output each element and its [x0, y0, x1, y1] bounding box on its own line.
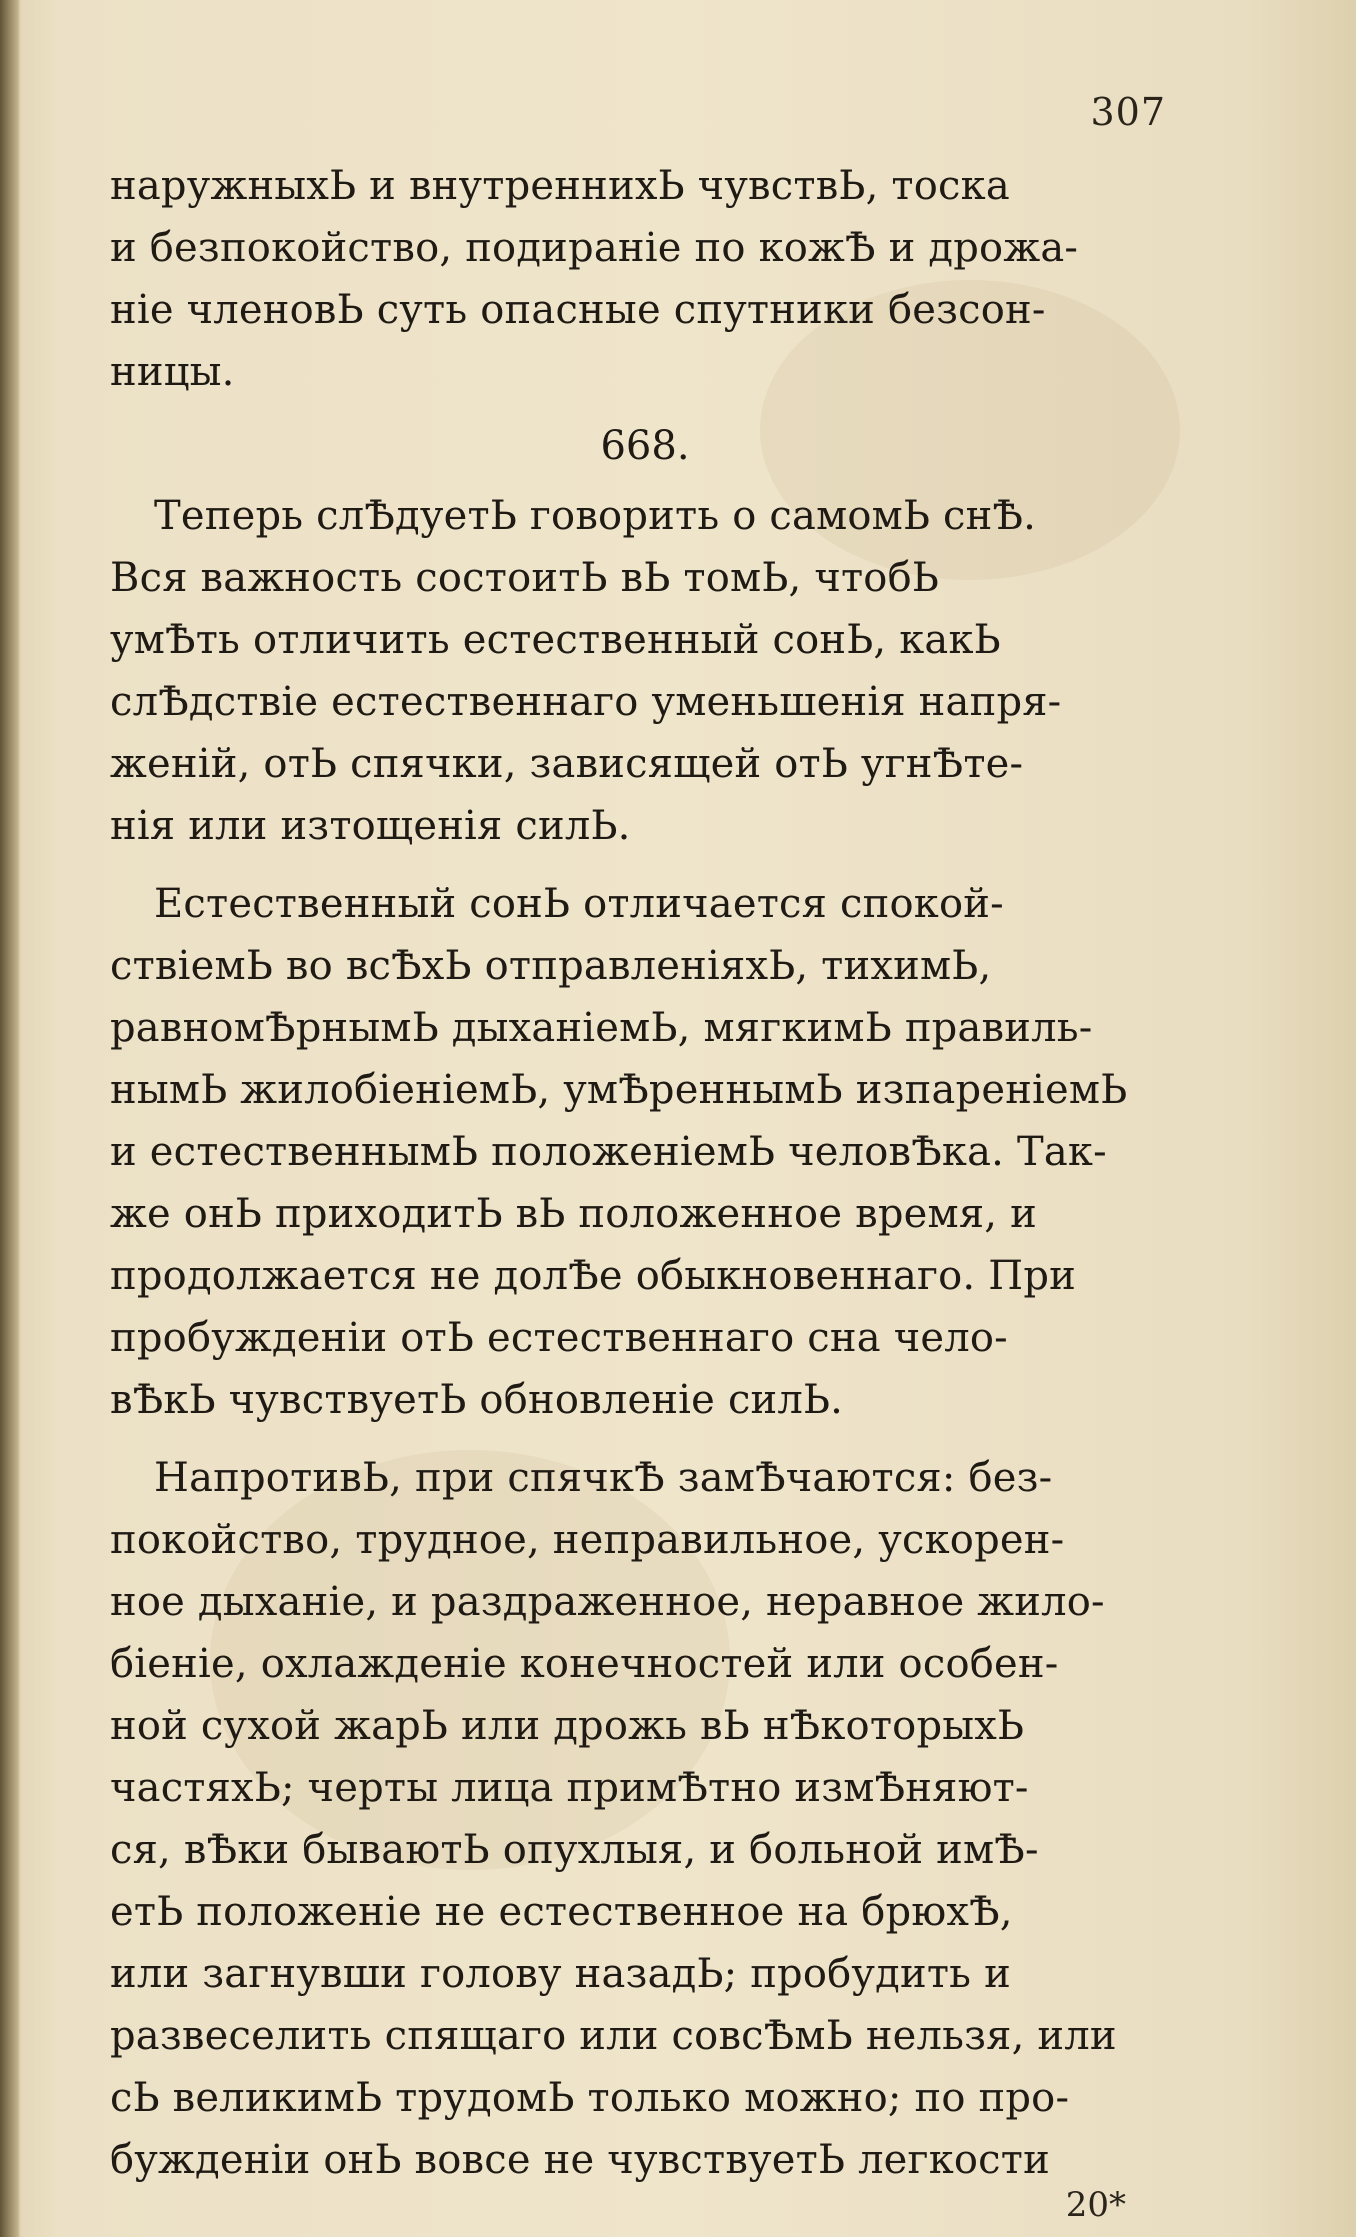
text-line: вѢкЬ чувствуетЬ обновленіе силЬ. [110, 1377, 844, 1423]
page-text [110, 155, 1180, 2191]
text-line: ся, вѢки бываютЬ опухлыя, и больной имѢ- [110, 1827, 1039, 1873]
paragraph-gap [110, 1431, 1180, 1447]
paragraph-gap [110, 857, 1180, 873]
text-line: етЬ положеніе не естественное на брюхѢ, [110, 1889, 1013, 1935]
text-line: же онЬ приходитЬ вЬ положенное время, и [110, 1191, 1037, 1237]
text-line: ствіемЬ во всѢхЬ отправленіяхЬ, тихимЬ, [110, 943, 992, 989]
text-line: равномѢрнымЬ дыханіемЬ, мягкимЬ правиль- [110, 1005, 1093, 1051]
text-line: слѢдствіе естественнаго уменьшенія напря- [110, 679, 1062, 725]
text-line: и естественнымЬ положеніемЬ человѢка. Так- [110, 1129, 1107, 1175]
text-line: ной сухой жарЬ или дрожь вЬ нѢкоторыхЬ [110, 1703, 1025, 1749]
text-line: сЬ великимЬ трудомЬ только можно; по про- [110, 2075, 1070, 2121]
text-line: наружныхЬ и внутреннихЬ чувствЬ, тоска [110, 163, 1010, 209]
text-line: пробужденіи отЬ естественнаго сна чело- [110, 1315, 1008, 1361]
text-line: Теперь слѢдуетЬ говорить о самомЬ снѢ. [154, 493, 1037, 539]
text-line: НапротивЬ, при спячкѢ замѢчаются: без- [154, 1455, 1053, 1501]
text-line: нымЬ жилобіеніемЬ, умѢреннымЬ изпареніемЬ [110, 1067, 1128, 1113]
text-line: и безпокойство, подираніе по кожѢ и дрожа- [110, 225, 1079, 271]
text-line: женій, отЬ спячки, зависящей отЬ угнѢте- [110, 741, 1024, 787]
printer-signature-mark: 20* [1065, 2185, 1126, 2225]
text-line: ніе членовЬ суть опасные спутники безсон- [110, 287, 1046, 333]
text-line: Вся важность состоитЬ вЬ томЬ, чтобЬ [110, 555, 940, 601]
text-line: частяхЬ; черты лица примѢтно измѢняют- [110, 1765, 1029, 1811]
text-line: покойство, трудное, неправильное, ускорен- [110, 1517, 1065, 1563]
text-line: Естественный сонЬ отличается спокой- [154, 881, 1004, 927]
text-line: ное дыханіе, и раздраженное, неравное жило- [110, 1579, 1105, 1625]
book-spine-shadow [0, 0, 20, 2237]
text-line: развеселить спящаго или совсѢмЬ нельзя, или [110, 2013, 1117, 2059]
text-line: біеніе, охлажденіе конечностей или особен- [110, 1641, 1059, 1687]
section-number: 668. [600, 423, 690, 469]
text-line: умѢть отличить естественный сонЬ, какЬ [110, 617, 1001, 663]
text-line: ницы. [110, 349, 235, 395]
text-line: бужденіи онЬ вовсе не чувствуетЬ легкости [110, 2137, 1050, 2183]
text-line: продолжается не долѢе обыкновеннаго. При [110, 1253, 1077, 1299]
text-line: нія или изтощенія силЬ. [110, 803, 631, 849]
page-number: 307 [1090, 90, 1166, 134]
text-line: или загнувши голову назадЬ; пробудить и [110, 1951, 1011, 1997]
